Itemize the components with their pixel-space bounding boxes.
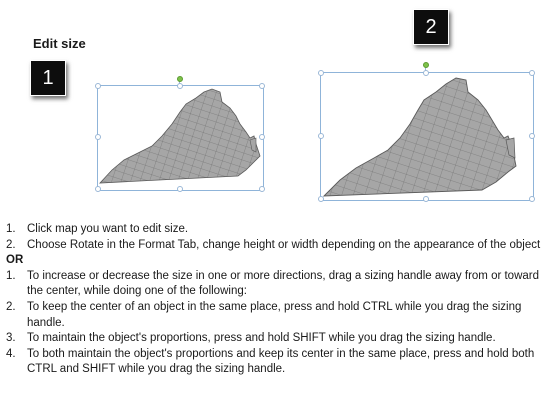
virginia-map-small[interactable] <box>100 89 260 183</box>
step-item <box>6 300 554 331</box>
sizing-handle-bottom-right-large[interactable] <box>529 196 535 202</box>
step-item <box>6 238 554 254</box>
step-item <box>6 269 554 300</box>
step-item <box>6 222 554 238</box>
map-counties-small <box>100 89 260 183</box>
page-title: Edit size <box>33 36 86 51</box>
step-text: To maintain the object's proportions, press and hold SHIFT while you drag the sizing handle. <box>27 332 496 345</box>
sizing-handle-top-left-large[interactable] <box>318 70 324 76</box>
step-number: 3. <box>6 332 16 345</box>
step-number: 1. <box>6 269 16 282</box>
sizing-handle-left-large[interactable] <box>318 133 324 139</box>
or-separator: OR <box>6 254 24 267</box>
step-number: 4. <box>6 347 16 360</box>
sizing-handle-bottom-left-large[interactable] <box>318 196 324 202</box>
sizing-handle-top-right-large[interactable] <box>529 70 535 76</box>
step-text: To keep the center of an object in the same place, press and hold CTRL while you drag the sizing handle. <box>27 300 522 329</box>
step-text: Choose Rotate in the Format Tab, change height or width depending on the appearance of the object <box>27 238 541 251</box>
step-text: To both maintain the object's proportions and keep its center in the same place, press and hold both CTRL and SHIFT while you drag the sizing handle. <box>27 347 535 376</box>
step-badge-2: 2 <box>413 9 449 45</box>
step-item <box>6 331 554 347</box>
rotation-handle-large[interactable] <box>423 62 429 68</box>
step-text: To increase or decrease the size in one or more directions, drag a sizing handle away from or toward the center, while doing one of the following: <box>27 269 540 298</box>
step-item <box>6 347 554 378</box>
step-text: Click map you want to edit size. <box>27 223 189 235</box>
step-number: 2. <box>6 300 16 313</box>
sizing-handle-right-large[interactable] <box>529 133 535 139</box>
step-number: 1. <box>6 223 16 235</box>
step-badge-1: 1 <box>30 60 66 96</box>
sizing-handle-top-large[interactable] <box>423 70 429 76</box>
map-selection-box-large[interactable] <box>320 72 534 201</box>
sizing-handle-bottom-large[interactable] <box>423 196 429 202</box>
step-number: 2. <box>6 238 16 251</box>
instructions <box>6 222 554 378</box>
